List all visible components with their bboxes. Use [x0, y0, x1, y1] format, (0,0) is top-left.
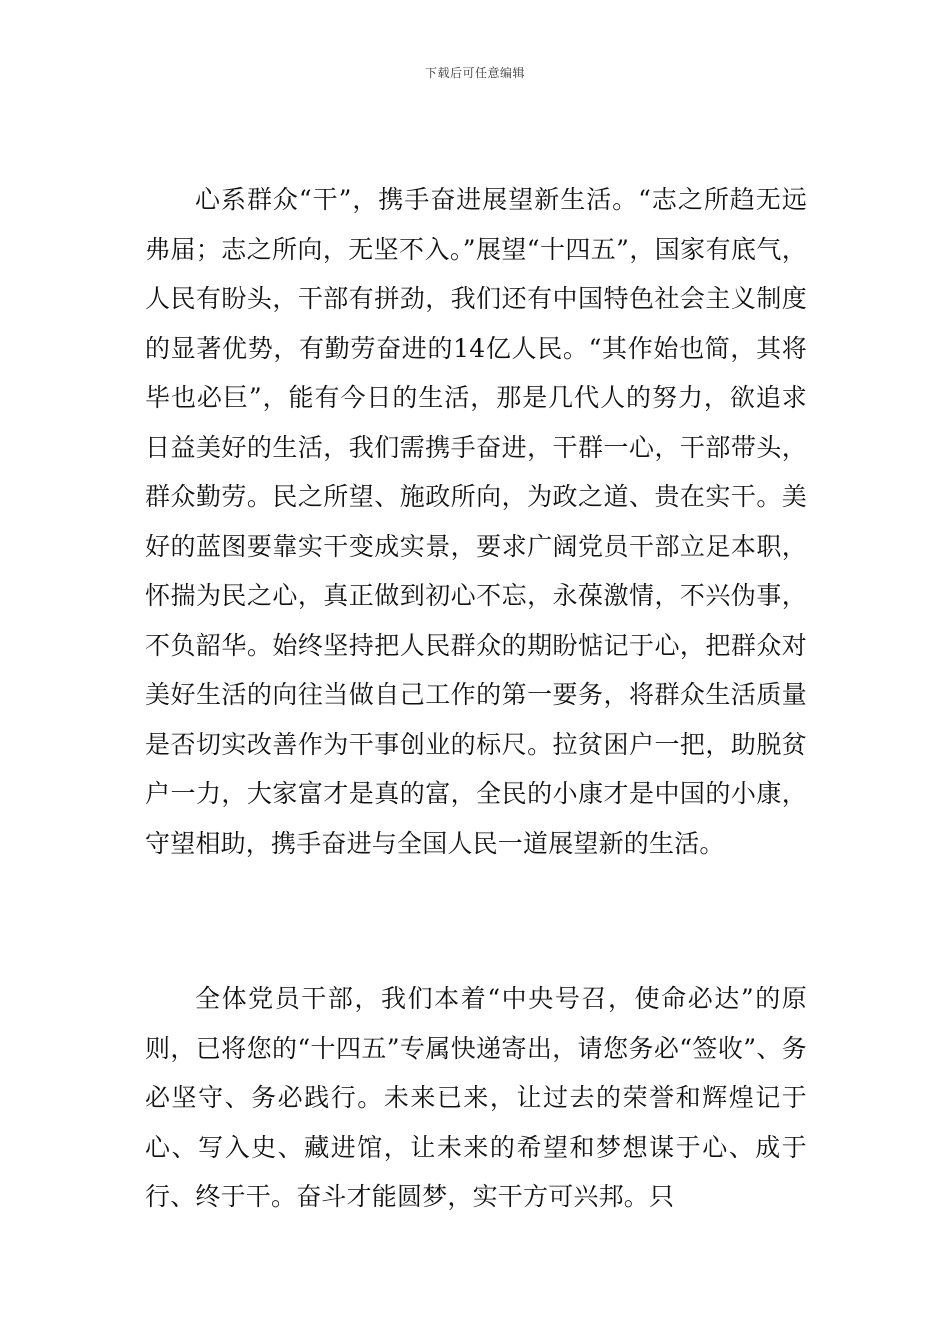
body-paragraph: 全体党员干部，我们本着“中央号召，使命必达”的原则，已将您的“十四五”专属快递寄出，请您务必“签收”、务必坚守、务必践行。未来已来，让过去的荣誉和辉煌记于心、写入史、藏进馆，让未来的希望和梦想谋于心、成于行、终于干。奋斗才能圆梦，实干方可兴邦。只 — [145, 984, 807, 1211]
body-paragraph: 心系群众“干”，携手奋进展望新生活。“志之所趋无远弗届；志之所向，无坚不入。”展望“十四五”，国家有底气，人民有盼头，干部有拼劲，我们还有中国特色社会主义制度的显著优势，有勤劳奋进的14亿人民。“其作始也简，其将毕也必巨”，能有今日的生活，那是几代人的努力，欲追求日益美好的生活，我们需携手奋进，干群一心，干部带头，群众勤劳。民之所望、施政所向，为政之道、贵在实干。美好的蓝图要靠实干变成实景，要求广阔党员干部立足本职，怀揣为民之心，真正做到初心不忘，永葆激情，不兴伪事，不负韶华。始终坚持把人民群众的期盼惦记于心，把群众对美好生活的向往当做自己工作的第一要务，将群众生活质量是否切实改善作为干事创业的标尺。拉贫困户一把，助脱贫户一力，大家富才是真的富，全民的小康才是中国的小康，守望相助，携手奋进与全国人民一道展望新的生活。 — [145, 185, 807, 858]
page-header: 下载后可任意编辑 — [424, 66, 525, 80]
